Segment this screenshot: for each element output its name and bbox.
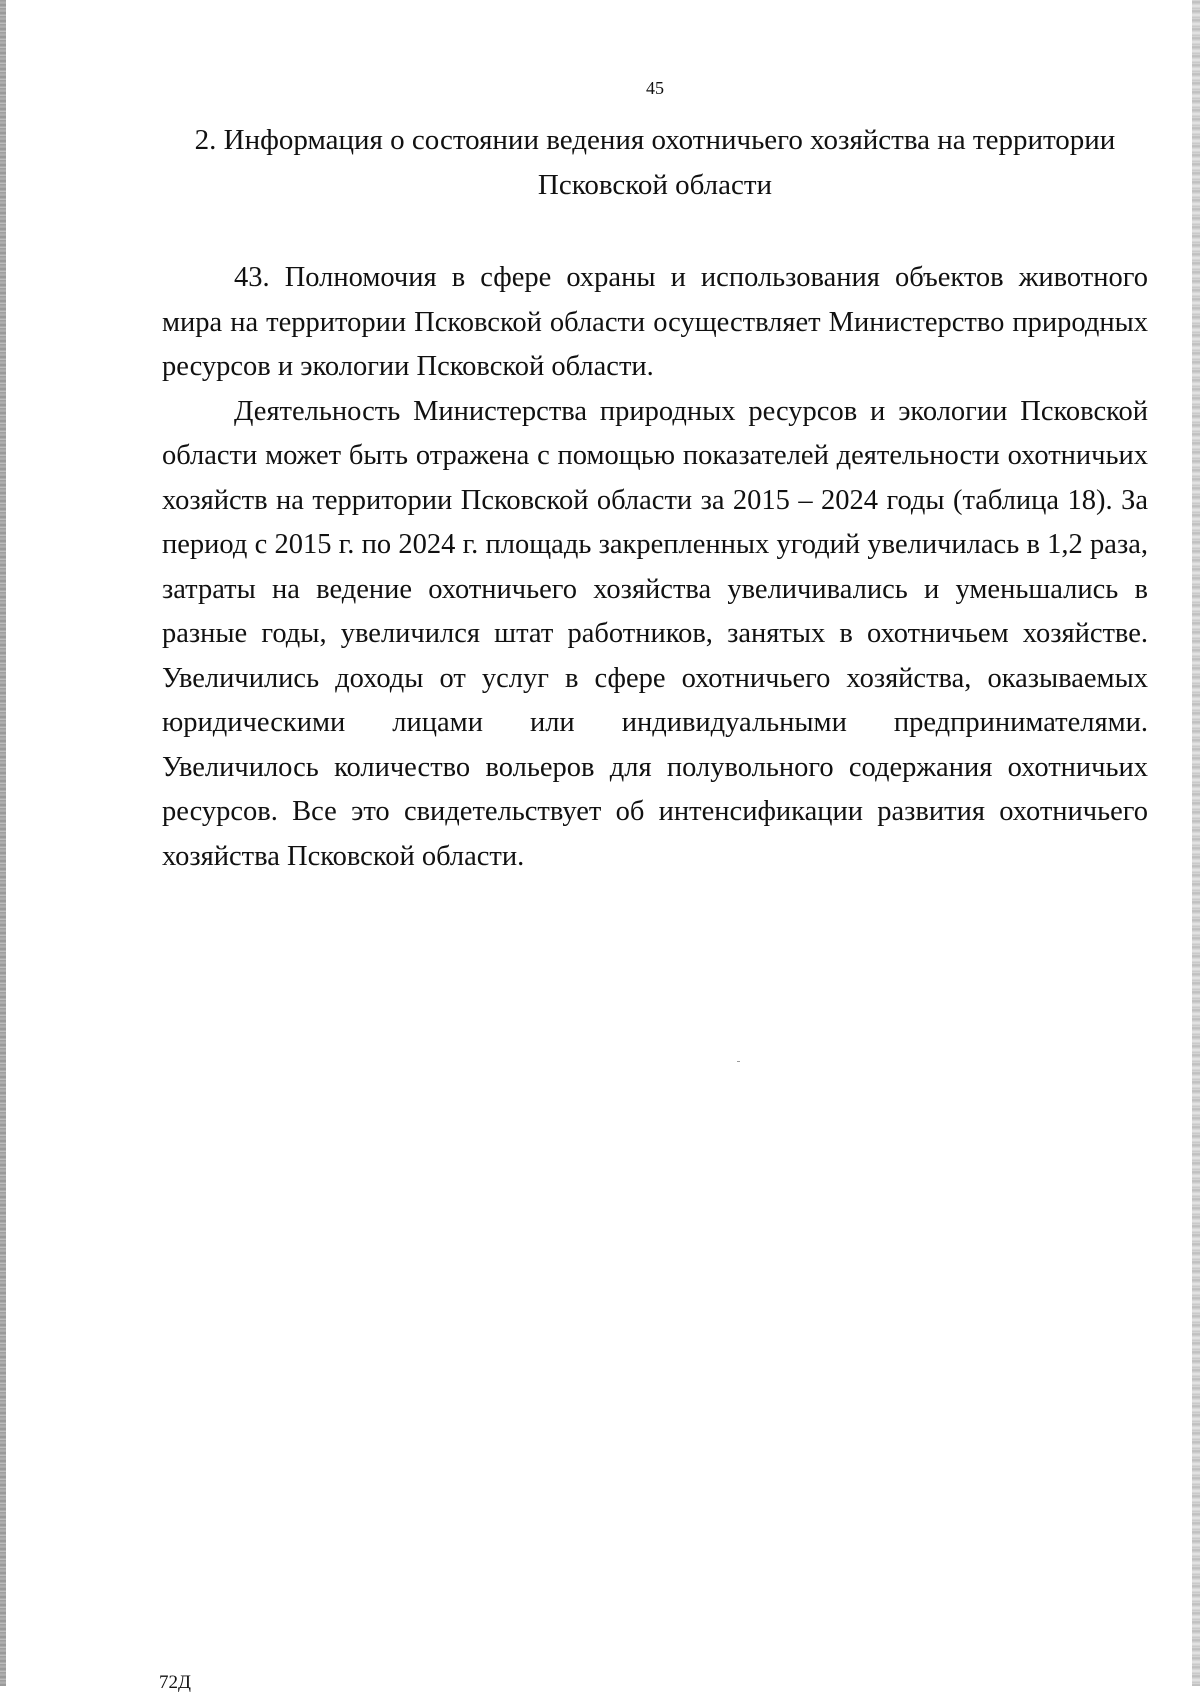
body-text [162,256,1148,879]
footer-code: 72Д [159,1672,191,1693]
section-heading: 2. Информация о состоянии ведения охотничьего хозяйства на территории Псковской области [194,124,1116,201]
page-number: 45 [646,78,664,98]
scan-edge-right [1192,0,1200,1686]
scan-speck [737,1061,740,1062]
paragraph-ministry-activity: Деятельность Министерства природных ресурсов и экологии Псковской области может быть отражена с помощью показателей деятельности охотничьих хозяйств на территории Псковской области за 2015 – 2024 годы (таблица 18). За период с 2015 г. по 2024 г. площадь закрепленных угодий увеличилась в 1,2 раза, затраты на ведение охотничьего хозяйства увеличивались и уменьшались в разные годы, увеличился штат работников, занятых в охотничьем хозяйстве. Увеличились доходы от услуг в сфере охотничьего хозяйства, оказываемых юридическими лицами или индивидуальными предпринимателями. Увеличилось количество вольеров для полувольного содержания охотничьих ресурсов. Все это свидетельствует об интенсификации развития охотничьего хозяйства Псковской области. [162,395,1148,872]
paragraph-43: 43. Полномочия в сфере охраны и использования объектов животного мира на территории Псковской области осуществляет Министерство природных ресурсов и экологии Псковской области. [162,262,1148,382]
scan-edge-left [0,0,6,1686]
